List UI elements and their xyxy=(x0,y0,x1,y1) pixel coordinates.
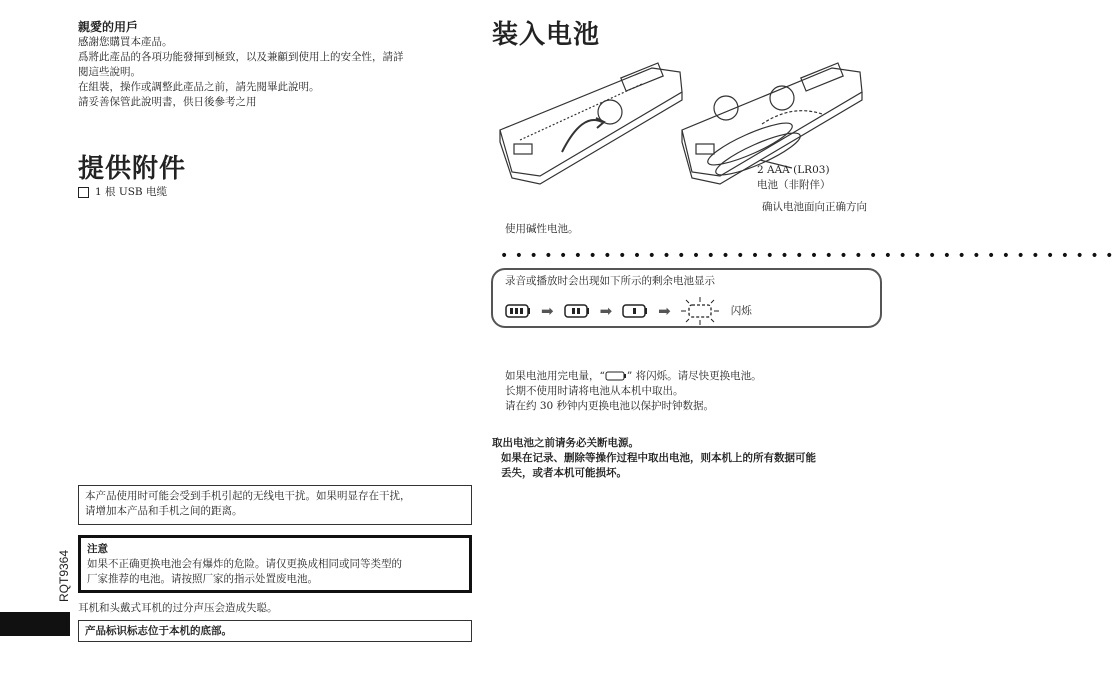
device-closed-drawing xyxy=(500,63,682,184)
caution-box xyxy=(78,535,472,593)
remove-line: 如果在记录、删除等操作过程中取出电池，则本机上的所有数据可能 xyxy=(501,452,816,464)
accessory-label: 1 根 USB 电缆 xyxy=(95,186,167,198)
arrow-right-icon: ➡ xyxy=(599,302,613,320)
greeting-line: 請妥善保管此說明書，供日後參考之用 xyxy=(78,96,257,108)
battery-one-icon xyxy=(622,304,648,318)
caution-line: 如果不正确更换电池会有爆炸的危险。请仅更换成相同或同等类型的 xyxy=(87,558,402,570)
arrow-right-icon: ➡ xyxy=(658,302,671,320)
greeting-line: 爲將此產品的各項功能發揮到極致，以及兼顧到使用上的安全性，請詳 xyxy=(78,51,404,63)
battery-indicator-box xyxy=(491,268,882,328)
direction-note: 确认电池面向正确方向 xyxy=(762,201,867,213)
battery-empty-flashing-icon xyxy=(681,297,721,325)
replace-line-b: ” 将闪烁。请尽快更换电池。 xyxy=(626,370,762,382)
note-line: 请增加本产品和手机之间的距离。 xyxy=(85,505,243,517)
alkaline-note: 使用碱性电池。 xyxy=(505,223,579,235)
arrow-right-icon: ➡ xyxy=(541,302,554,320)
section-title: 装入电池 xyxy=(492,20,601,50)
battery-label-1: 2 AAA (LR03) xyxy=(757,164,830,176)
greeting-text xyxy=(78,35,478,110)
battery-two-icon xyxy=(564,304,590,318)
battery-label-2: 电池（非附伴） xyxy=(757,179,831,191)
caution-line: 厂家推荐的电池。请按照厂家的指示处置废电池。 xyxy=(87,573,318,585)
accessories-title: 提供附件 xyxy=(78,154,187,184)
interference-note-box xyxy=(78,485,472,525)
battery-empty-icon xyxy=(605,371,627,381)
flash-label: 闪烁 xyxy=(730,304,752,317)
checkbox-icon xyxy=(78,187,89,198)
model-code: RQT9364 xyxy=(57,549,71,602)
dotted-separator: •••••••••••••••••••••••••••••••••••••••••• xyxy=(500,248,1120,264)
greeting-line: 感謝您購買本產品。 xyxy=(78,36,173,48)
label-note-box xyxy=(78,620,472,642)
replace-line-a: 如果电池用完电量，“ xyxy=(505,370,605,382)
label-note: 产品标识标志位于本机的底部。 xyxy=(85,625,232,637)
accessory-item xyxy=(78,185,167,200)
remove-text xyxy=(501,451,891,481)
greeting-title: 親愛的用戶 xyxy=(78,20,139,34)
replace-line: 请在约 30 秒钟内更换电池以保护时钟数据。 xyxy=(505,400,715,412)
hearing-note: 耳机和头戴式耳机的过分声压会造成失聪。 xyxy=(78,602,278,614)
caution-title: 注意 xyxy=(87,543,108,555)
remove-line: 丢失，或者本机可能损坏。 xyxy=(501,467,627,479)
note-line: 本产品使用时可能会受到手机引起的无线电干扰。如果明显存在干扰， xyxy=(85,490,411,502)
replace-line xyxy=(505,369,885,384)
battery-install-illustration xyxy=(492,48,892,198)
battery-full-icon xyxy=(505,304,531,318)
greeting-line: 閱這些說明。 xyxy=(78,66,141,78)
greeting-line: 在組裝，操作或調整此產品之前，請先閱畢此說明。 xyxy=(78,81,320,93)
replace-notes xyxy=(505,369,885,414)
indicator-title: 录音或播放时会出现如下所示的剩余电池显示 xyxy=(505,275,715,287)
remove-title: 取出电池之前请务必关断电源。 xyxy=(492,437,639,449)
indicator-row xyxy=(505,297,752,325)
replace-line: 长期不使用时请将电池从本机中取出。 xyxy=(505,385,684,397)
page-tab xyxy=(0,612,70,636)
